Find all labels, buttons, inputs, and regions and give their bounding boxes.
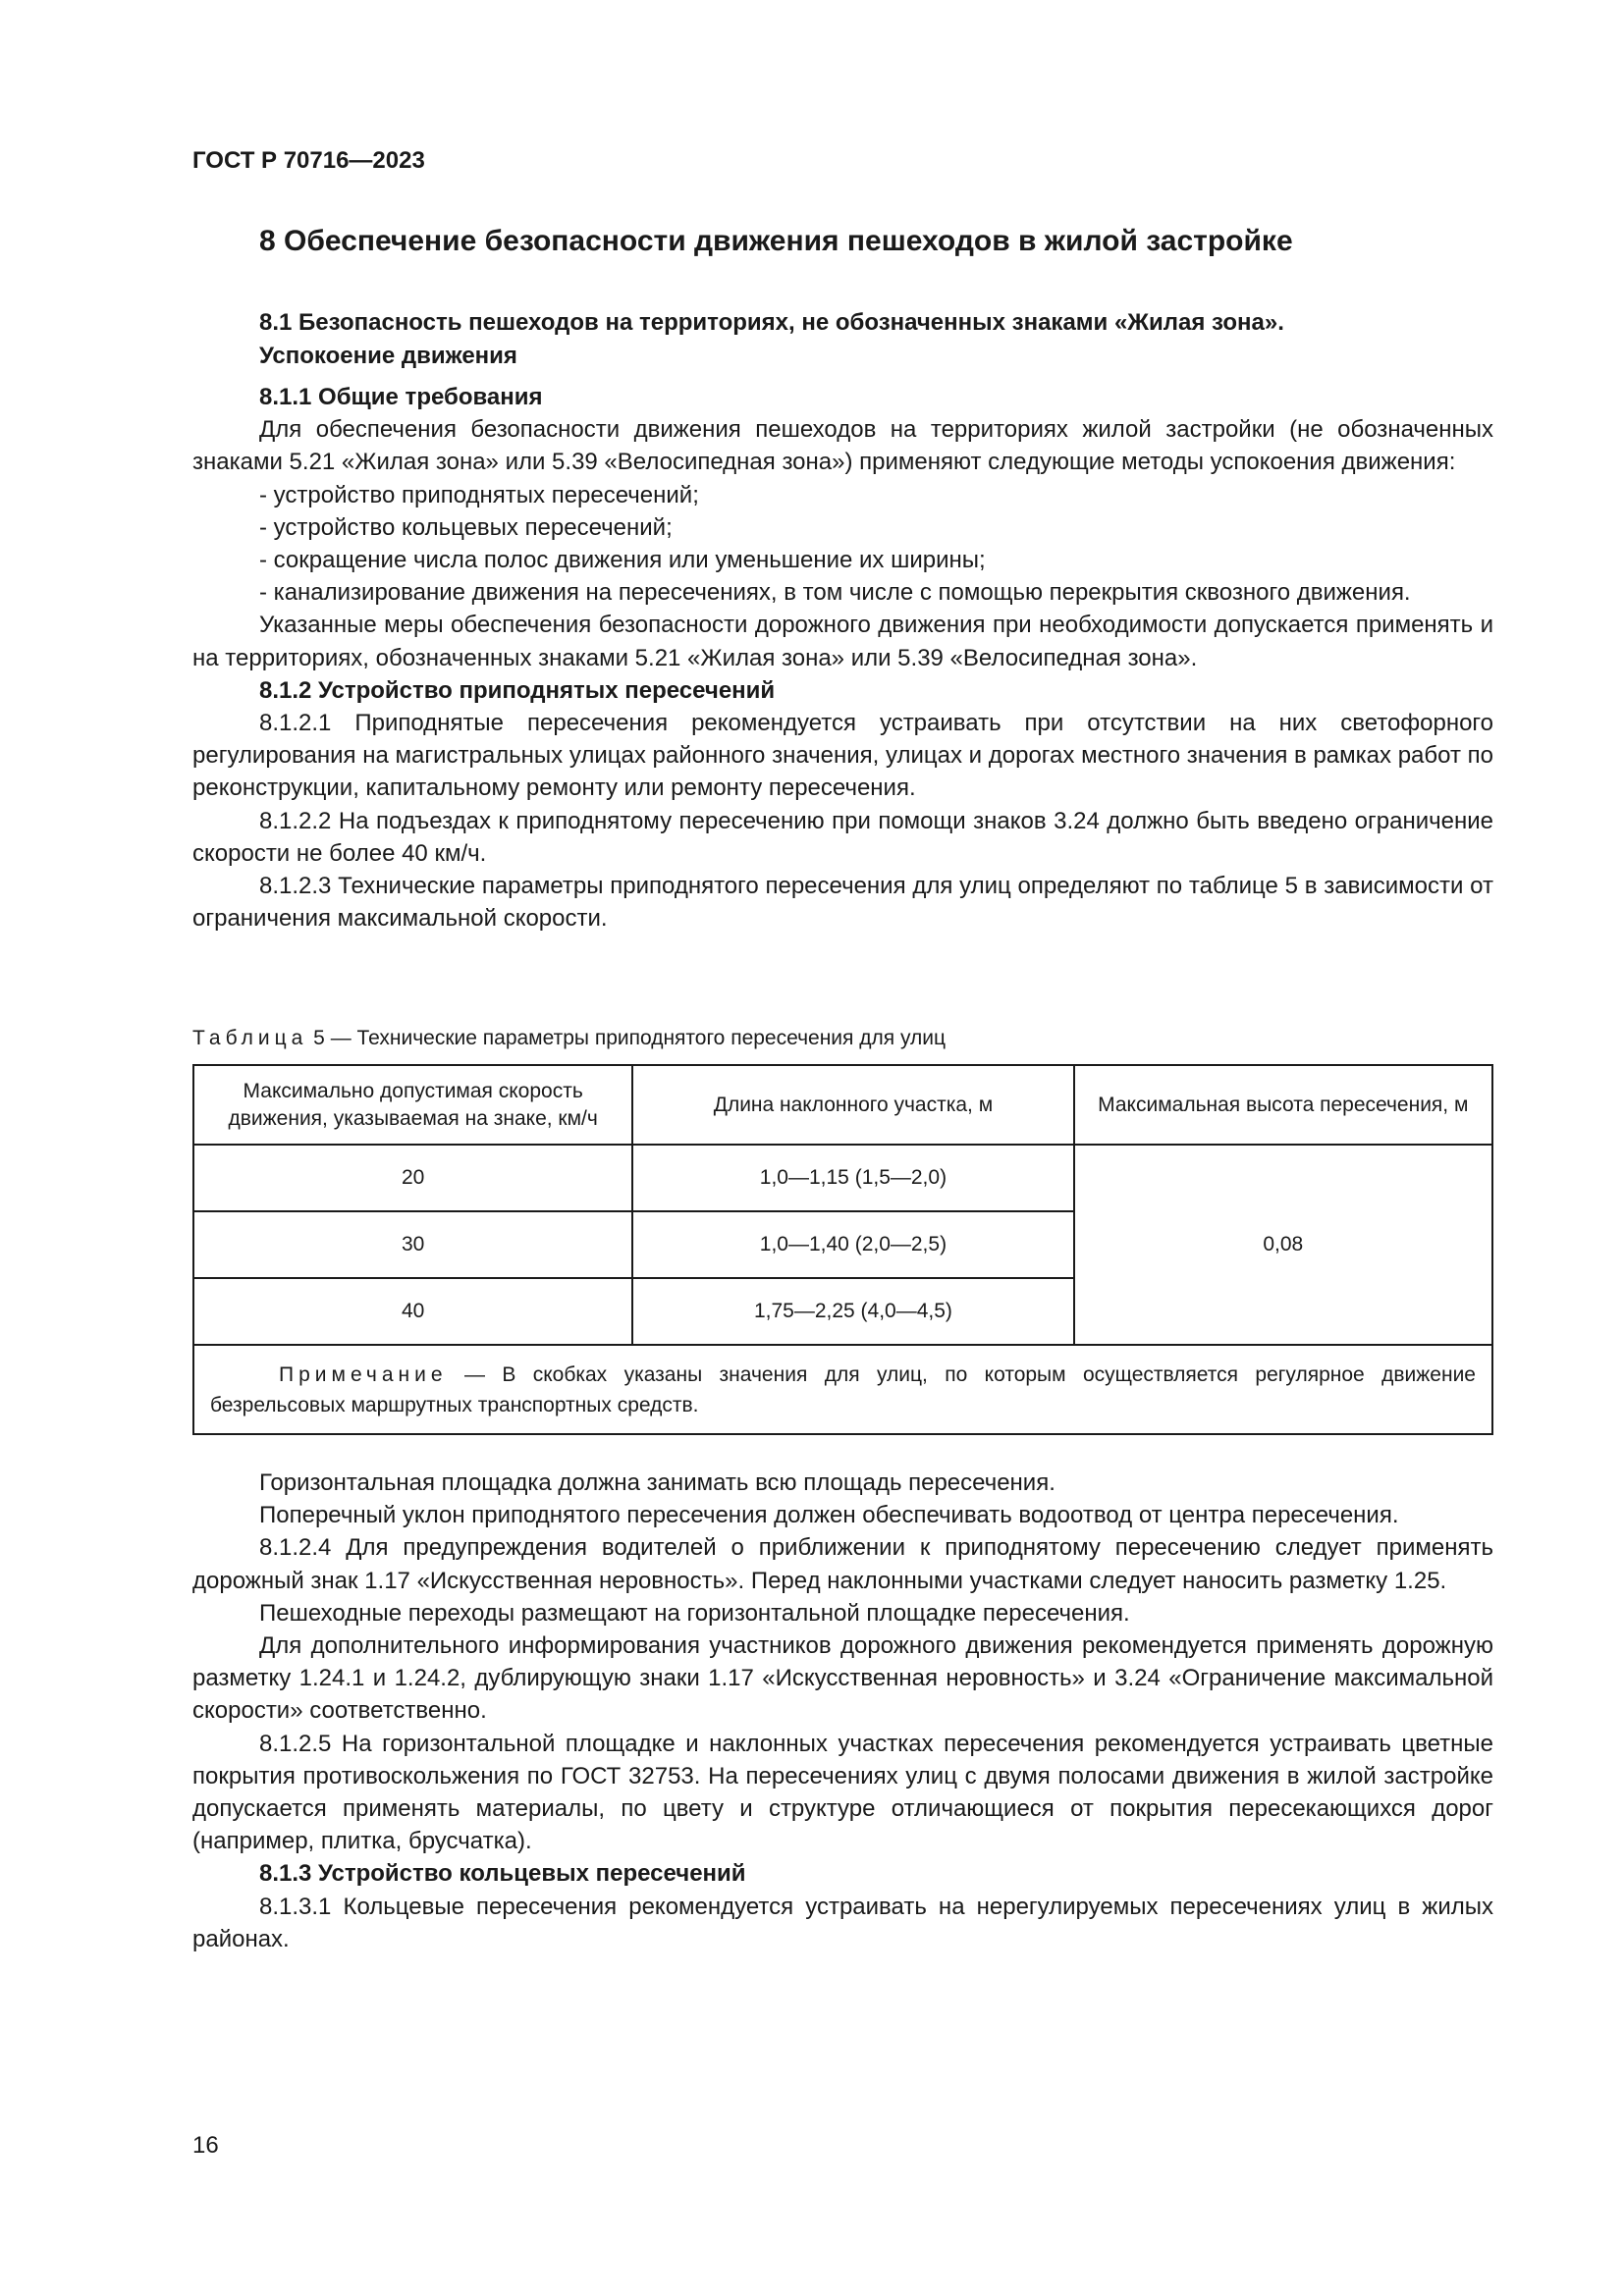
section-body-continued [192, 1467, 1493, 1955]
header-length: Длина наклонного участка, м [632, 1065, 1073, 1145]
cell-length: 1,0—1,40 (2,0—2,5) [632, 1211, 1073, 1278]
cell-speed: 30 [193, 1211, 632, 1278]
paragraph-8-1-3-1: 8.1.3.1 Кольцевые пересечения рекомендуется устраивать на нерегулируемых пересечениях улиц в жилых районах. [192, 1893, 1493, 1952]
cell-length: 1,75—2,25 (4,0—4,5) [632, 1278, 1073, 1345]
heading-8-1-3: 8.1.3 Устройство кольцевых пересечений [259, 1860, 746, 1888]
subsection-title [192, 306, 1493, 373]
list-item: - сокращение числа полос движения или уменьшение их ширины; [259, 547, 986, 574]
list-item: - канализирование движения на пересечениях, в том числе с помощью перекрытия сквозного движения. [259, 579, 1411, 607]
table-header-row [193, 1065, 1492, 1145]
paragraph-intro: Для обеспечения безопасности движения пешеходов на территориях жилой застройки (не обозначенных знаками 5.21 «Жилая зона» или 5.39 «Велосипедная зона») применяют следующие методы успокоения движения: [192, 416, 1493, 476]
table-caption-text: 5 — Технические параметры приподнятого пересечения для улиц [307, 1027, 947, 1049]
list-item: - устройство кольцевых пересечений; [259, 513, 673, 541]
header-height: Максимальная высота пересечения, м [1074, 1065, 1492, 1145]
heading-8-1-2: 8.1.2 Устройство приподнятых пересечений [259, 676, 776, 704]
header-speed: Максимально допустимая скорость движения, указываемая на знаке, км/ч [193, 1065, 632, 1145]
table-note [193, 1345, 1492, 1434]
paragraph-8-1-2-1: 8.1.2.1 Приподнятые пересечения рекомендуется устраивать при отсутствии на них светофорного регулирования на магистральных улицах районного значения, улицах и дорогах местного значения в рамках работ по реконструкции, капитальному ремонту или ремонту пересечения. [192, 710, 1493, 802]
section-body [192, 306, 1493, 934]
cell-height: 0,08 [1074, 1145, 1492, 1345]
table-note-word: Примечание [279, 1362, 448, 1386]
subsection-title-line1: 8.1 Безопасность пешеходов на территориях, не обозначенных знаками «Жилая зона». [259, 309, 1284, 336]
cell-length: 1,0—1,15 (1,5—2,0) [632, 1145, 1073, 1211]
paragraph: Поперечный уклон приподнятого пересечения должен обеспечивать водоотвод от центра пересечения. [259, 1502, 1399, 1529]
document-code: ГОСТ Р 70716—2023 [192, 147, 425, 174]
cell-speed: 40 [193, 1278, 632, 1345]
parameters-table [192, 1064, 1493, 1435]
paragraph-8-1-2-4: 8.1.2.4 Для предупреждения водителей о приближении к приподнятому пересечению следует применять дорожный знак 1.17 «Искусственная неровность». Перед наклонными участками следует наносить разметку 1.25. [192, 1534, 1493, 1594]
paragraph-8-1-2-5: 8.1.2.5 На горизонтальной площадке и наклонных участках пересечения рекомендуется устраивать цветные покрытия противоскольжения по ГОСТ 32753. На пересечениях улиц с двумя полосами движения в жилой застройке допускается применять материалы, по цвету и структуре отличающиеся от покрытия пересекающихся дорог (например, плитка, брусчатка). [192, 1730, 1493, 1855]
heading-8-1-1: 8.1.1 Общие требования [259, 384, 543, 410]
paragraph-8-1-2-3: 8.1.2.3 Технические параметры приподнятого пересечения для улиц определяют по таблице 5 в зависимости от ограничения максимальной скорости. [192, 873, 1493, 933]
cell-speed: 20 [193, 1145, 632, 1211]
table-note-row [193, 1345, 1492, 1434]
list-item: - устройство приподнятых пересечений; [259, 481, 699, 508]
page-number: 16 [192, 2132, 219, 2159]
table-row [193, 1145, 1492, 1211]
paragraph-8-1-2-2: 8.1.2.2 На подъездах к приподнятому пересечению при помощи знаков 3.24 должно быть введено ограничение скорости не более 40 км/ч. [192, 807, 1493, 867]
paragraph: Горизонтальная площадка должна занимать всю площадь пересечения. [259, 1469, 1056, 1496]
section-title: 8 Обеспечение безопасности движения пешеходов в жилой застройке [259, 225, 1293, 257]
paragraph: Для дополнительного информирования участников дорожного движения рекомендуется применять дорожную разметку 1.24.1 и 1.24.2, дублирующую знаки 1.17 «Искусственная неровность» и 3.24 «Ограничение максимальной скорости» соответственно. [192, 1632, 1493, 1725]
table-note-text: — В скобках указаны значения для улиц, по которым осуществляется регулярное движение безрельсовых маршрутных транспортных средств. [210, 1362, 1476, 1416]
paragraph: Пешеходные переходы размещают на горизонтальной площадке пересечения. [259, 1599, 1130, 1627]
table-caption [192, 1027, 946, 1050]
table-caption-word: Таблица [192, 1027, 308, 1049]
paragraph-closing: Указанные меры обеспечения безопасности дорожного движения при необходимости допускается применять и на территориях, обозначенных знаками 5.21 «Жилая зона» или 5.39 «Велосипедная зона». [192, 612, 1493, 671]
subsection-title-line2: Успокоение движения [259, 343, 517, 369]
